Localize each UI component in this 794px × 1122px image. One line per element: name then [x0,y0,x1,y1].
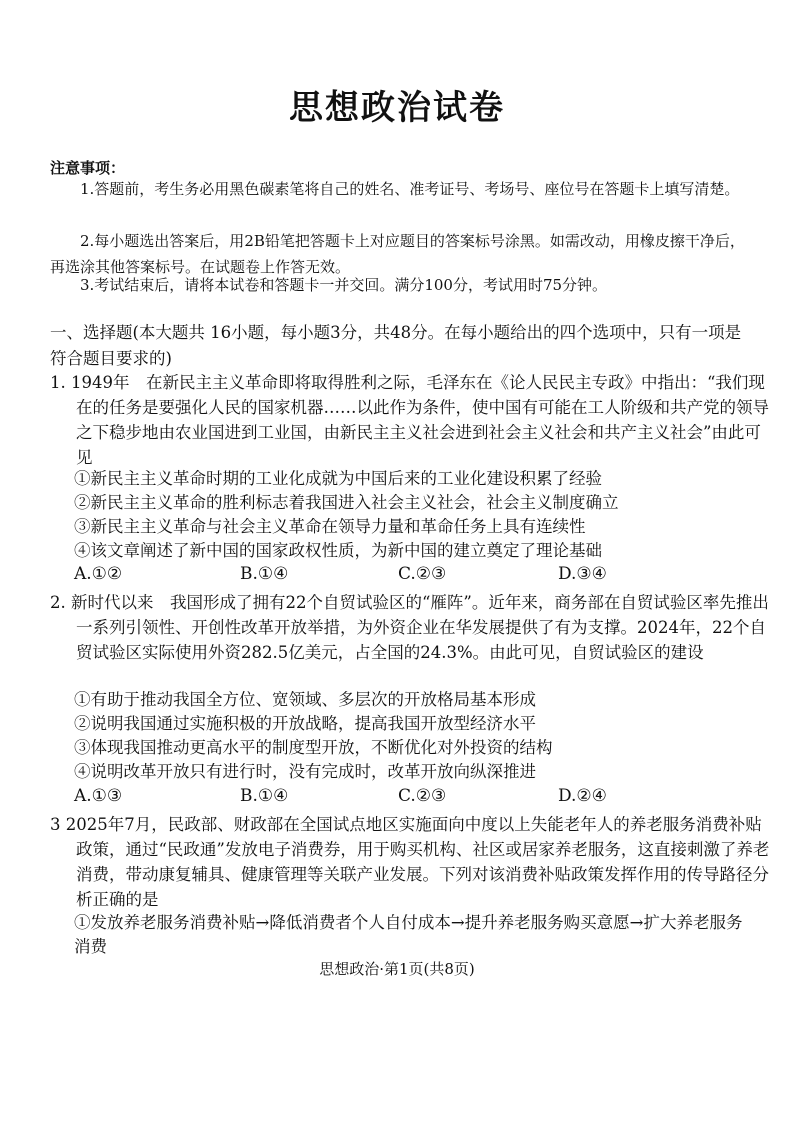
note-item-1: 1.答题前，考生务必用黑色碳素笔将自己的姓名、准考证号、考场号、座位号在答题卡上填写清楚。 [80,180,740,198]
question-2-choices [74,786,694,812]
question-2-option-3: ③体现我国推动更高水平的制度型开放，不断优化对外投资的结构 [74,738,553,757]
choice-b: B.①④ [240,564,289,584]
question-1-option-4: ④该文章阐述了新中国的国家政权性质，为新中国的建立奠定了理论基础 [74,541,602,560]
question-text: 1949年 在新民主主义革命即将取得胜利之际，毛泽东在《论人民民主专政》中指出：“我们现在的任务是要强化人民的国家机器……以此作为条件，使中国有可能在工人阶级和共产党的领导之下稳步地由农业国进到工业国，由新民主主义社会进到社会主义社会和共产主义社会”由此可见 [71,373,769,467]
question-1-option-3: ③新民主主义革命与社会主义革命在领导力量和革命任务上具有连续性 [74,517,586,536]
question-1-option-2: ②新民主主义革命的胜利标志着我国进入社会主义社会，社会主义制度确立 [74,493,619,512]
question-2-option-4: ④说明改革开放只有进行时，没有完成时，改革开放向纵深推进 [74,762,536,781]
choice-a: A.①③ [74,786,123,806]
question-3-option-1: ①发放养老服务消费补贴→降低消费者个人自付成本→提升养老服务购买意愿→扩大养老服务消费 [74,913,743,956]
note-item-3: 3.考试结束后，请将本试卷和答题卡一并交回。满分100分，考试用时75分钟。 [80,276,608,294]
question-text: 2025年7月，民政部、财政部在全国试点地区实施面向中度以上失能老年人的养老服务消费补贴政策，通过“民政通”发放电子消费券，用于购买机构、社区或居家养老服务，这直接刺激了养老消费，带动康复辅具、健康管理等关联产业发展。下列对该消费补贴政策发挥作用的传导路径分析正确的是 [65,815,770,909]
choice-c: C.②③ [398,786,447,806]
page-title: 思想政治试卷 [289,88,505,128]
choice-d: D.②④ [558,786,607,806]
page-footer: 思想政治·第1页(共8页) [319,960,475,978]
question-3-stem [50,812,770,912]
question-2-option-1: ①有助于推动我国全方位、宽领域、多层次的开放格局基本形成 [74,690,536,709]
question-text: 新时代以来 我国形成了拥有22个自贸试验区的“雁阵”。近年来，商务部在自贸试验区率先推出一系列引领性、开创性改革开放举措，为外资企业在华发展提供了有为支撑。2024年，22个自贸试验区实际使用外资282.5亿美元，占全国的24.3%。由此可见，自贸试验区的建设 [71,593,769,662]
question-2-stem [50,590,770,665]
question-1-option-1: ①新民主主义革命时期的工业化成就为中国后来的工业化建设积累了经验 [74,469,602,488]
choice-c: C.②③ [398,564,447,584]
section-heading: 一、选择题(本大题共 16小题，每小题3分，共48分。在每小题给出的四个选项中，只有一项是符合题目要求的) [50,323,742,368]
question-1-stem [50,370,770,470]
note-item-2: 2.每小题选出答案后，用2B铅笔把答题卡上对应题目的答案标号涂黑。如需改动，用橡皮擦干净后，再选涂其他答案标号。在试题卷上作答无效。 [50,232,745,276]
question-number: 2. [50,593,66,612]
choice-d: D.③④ [558,564,607,584]
notes-heading: 注意事项： [50,159,126,177]
question-2-option-2: ②说明我国通过实施积极的开放战略，提高我国开放型经济水平 [74,714,536,733]
question-number: 3 [50,815,61,834]
question-number: 1. [50,373,66,392]
choice-a: A.①② [74,564,123,584]
choice-b: B.①④ [240,786,289,806]
question-1-choices [74,564,694,590]
